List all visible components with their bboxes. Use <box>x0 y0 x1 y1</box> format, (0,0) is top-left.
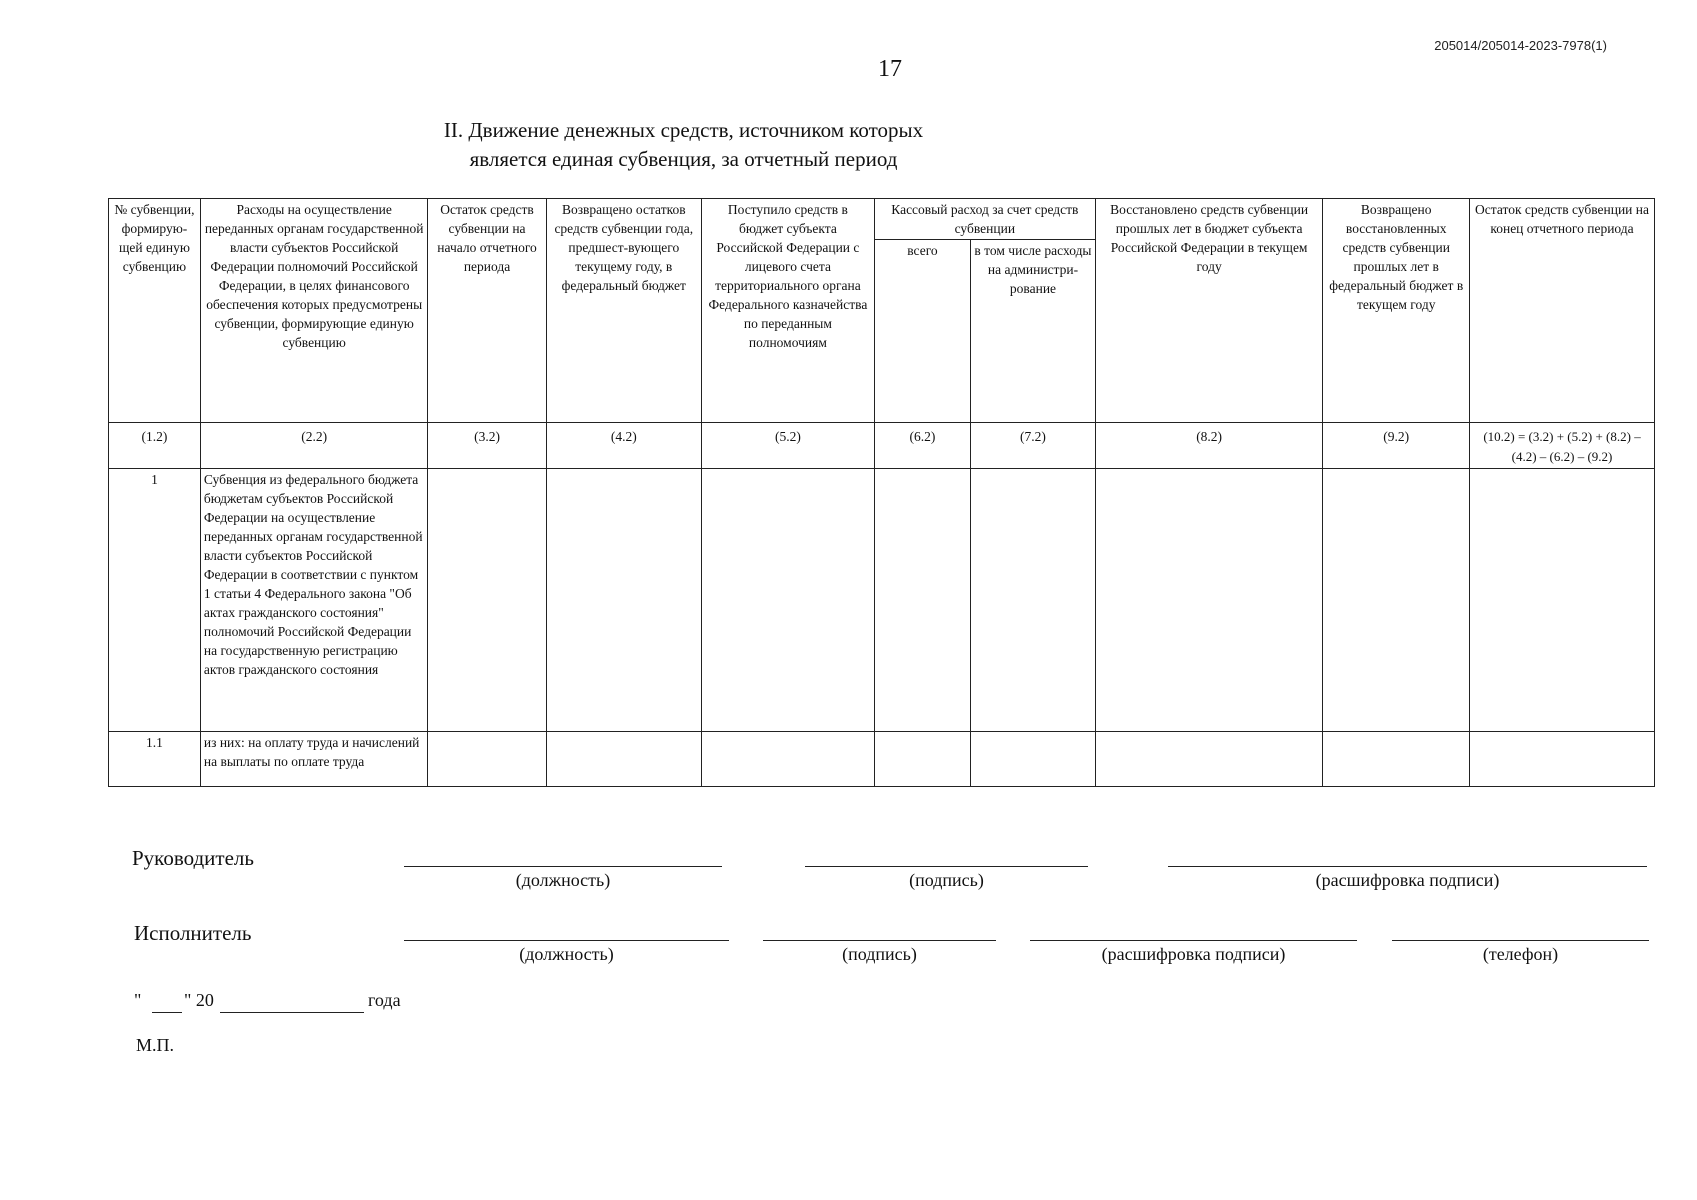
code-cell: (7.2) <box>971 423 1096 469</box>
row-description: из них: на оплату труда и начислений на выплаты по оплате труда <box>200 732 428 787</box>
table-cell <box>701 469 874 732</box>
date-year-suffix: года <box>368 990 401 1010</box>
table-cell <box>1323 469 1470 732</box>
table-cell <box>971 469 1096 732</box>
table-cell <box>1470 469 1655 732</box>
header-closing-balance: Остаток средств субвенции на конец отчетного периода <box>1470 199 1655 423</box>
table-cell <box>1095 469 1323 732</box>
header-received: Поступило средств в бюджет субъекта Российской Федерации с лицевого счета территориального органа Федерального казначейства по переданным полномочиям <box>701 199 874 423</box>
executor-phone-caption: (телефон) <box>1482 944 1559 964</box>
section-title-line1: II. Движение денежных средств, источником которых <box>443 118 924 142</box>
code-cell: (8.2) <box>1095 423 1323 469</box>
page-number: 17 <box>878 56 902 82</box>
row-description: Субвенция из федерального бюджета бюджетам субъектов Российской Федерации на осуществление переданных органам государственной власти субъектов Российской Федерации в соответствии с пунктом 1 статьи 4 Федерального закона "Об актах гражданского состояния" полномочий Российской Федерации на государственную регистрацию актов гражданского состояния <box>200 469 428 732</box>
executor-decoding-line[interactable] <box>1030 940 1357 941</box>
executor-signature-line[interactable] <box>763 940 996 941</box>
table-cell <box>428 732 546 787</box>
head-label: Руководитель <box>132 846 254 870</box>
date-day-line[interactable] <box>152 1012 182 1013</box>
date-year-prefix: " 20 <box>184 990 214 1010</box>
table-cell <box>546 469 701 732</box>
table-cell <box>546 732 701 787</box>
code-cell: (3.2) <box>428 423 546 469</box>
table-cell <box>874 469 970 732</box>
executor-phone-line[interactable] <box>1392 940 1649 941</box>
table-cell <box>1470 732 1655 787</box>
header-cash-expense-total: всего <box>874 240 970 423</box>
executor-position-caption: (должность) <box>519 944 614 964</box>
code-cell: (9.2) <box>1323 423 1470 469</box>
executor-position-line[interactable] <box>404 940 729 941</box>
header-expenses: Расходы на осуществление переданных органам государственной власти субъектов Российской Федерации полномочий Российской Федерации, в целях финансового обеспечения которых предусмотрены субвенции, формирующие единую субвенцию <box>200 199 428 423</box>
row-number: 1 <box>109 469 201 732</box>
head-signature-line[interactable] <box>805 866 1088 867</box>
table-codes-row <box>109 423 1655 469</box>
header-returned-previous: Возвращено остатков средств субвенции года, предшест-вующего текущему году, в федеральный бюджет <box>546 199 701 423</box>
head-signature-caption: (подпись) <box>909 870 984 890</box>
head-decoding-line[interactable] <box>1168 866 1647 867</box>
table-row <box>109 732 1655 787</box>
table-cell <box>1095 732 1323 787</box>
table-cell <box>874 732 970 787</box>
code-cell: (6.2) <box>874 423 970 469</box>
section-title <box>0 116 1367 174</box>
code-cell: (4.2) <box>546 423 701 469</box>
header-cash-expense: Кассовый расход за счет средств субвенции <box>874 199 1095 240</box>
table-cell <box>428 469 546 732</box>
date-quote-open: " <box>134 990 142 1010</box>
head-position-caption: (должность) <box>515 870 611 890</box>
stamp-place: М.П. <box>136 1035 175 1055</box>
code-cell-formula: (10.2) = (3.2) + (5.2) + (8.2) – (4.2) – (6.2) – (9.2) <box>1470 423 1655 469</box>
table-header-row <box>109 199 1655 240</box>
header-opening-balance: Остаток средств субвенции на начало отчетного периода <box>428 199 546 423</box>
head-position-line[interactable] <box>404 866 722 867</box>
head-decoding-caption: (расшифровка подписи) <box>1315 870 1500 890</box>
document-id: 205014/205014-2023-7978(1) <box>1434 38 1607 53</box>
row-number: 1.1 <box>109 732 201 787</box>
table-row <box>109 469 1655 732</box>
code-cell: (5.2) <box>701 423 874 469</box>
header-restored: Восстановлено средств субвенции прошлых лет в бюджет субъекта Российской Федерации в текущем году <box>1095 199 1323 423</box>
section-title-line2: является единая субвенция, за отчетный период <box>469 147 898 171</box>
header-returned-restored: Возвращено восстановленных средств субвенции прошлых лет в федеральный бюджет в текущем году <box>1323 199 1470 423</box>
header-cash-expense-admin: в том числе расходы на администри-рование <box>971 240 1096 423</box>
subvention-table <box>108 198 1655 787</box>
executor-signature-caption: (подпись) <box>842 944 917 964</box>
code-cell: (2.2) <box>200 423 428 469</box>
code-cell: (1.2) <box>109 423 201 469</box>
table-cell <box>971 732 1096 787</box>
header-subvention-number: № субвенции, формирую-щей единую субвенцию <box>109 199 201 423</box>
table-cell <box>1323 732 1470 787</box>
executor-decoding-caption: (расшифровка подписи) <box>1101 944 1286 964</box>
date-year-line[interactable] <box>220 1012 364 1013</box>
table-cell <box>701 732 874 787</box>
executor-label: Исполнитель <box>134 921 252 945</box>
